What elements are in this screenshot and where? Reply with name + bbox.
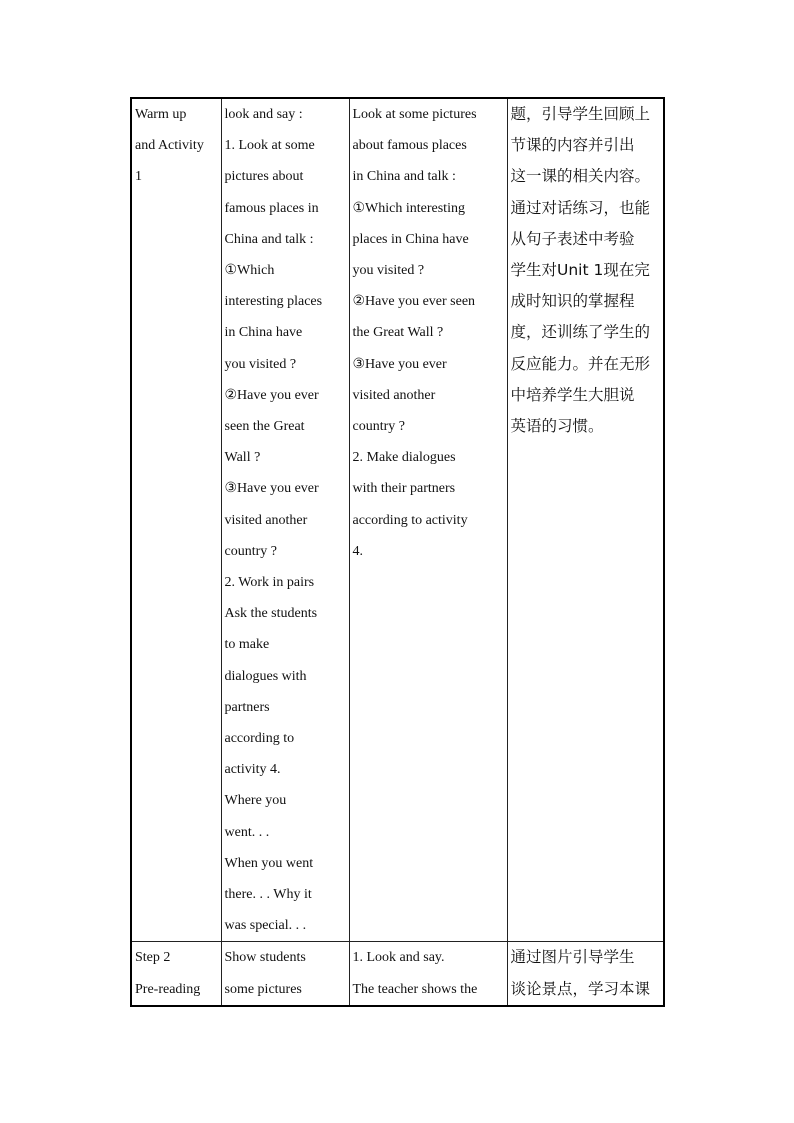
cell-text-line: there. . . Why it (224, 887, 312, 903)
cell-text-line: 题，引导学生回顾上 (510, 105, 651, 123)
cell-text-line: Look at some pictures (352, 107, 477, 122)
purpose-cell (507, 98, 664, 942)
cell-text-line: Pre-reading (135, 981, 201, 997)
student-activity-cell (349, 98, 507, 942)
cell-text-line: 中培养学生大胆说 (510, 385, 635, 404)
cell-text-line: dialogues with (224, 668, 307, 684)
cell-text-line: 节课的内容并引出 (510, 136, 635, 155)
step-cell (131, 98, 221, 942)
cell-text-line: places in China have (352, 231, 469, 247)
teacher-activity-cell (221, 98, 349, 942)
cell-text-line: according to activity (352, 512, 468, 528)
cell-text-line: was special. . . (224, 918, 307, 934)
cell-text-line: ②Have you ever seen (352, 294, 476, 310)
cell-text-line: the Great Wall ? (352, 325, 444, 341)
cell-text-line: 1 (135, 169, 142, 185)
cell-text-line: ③Have you ever (352, 356, 447, 372)
cell-text-line: went. . . (224, 824, 270, 840)
cell-text-line: about famous places (352, 138, 467, 154)
cell-text-line: you visited ? (224, 356, 297, 372)
cell-text-line: Step 2 (135, 950, 171, 966)
cell-text-line: look and say : (224, 107, 303, 122)
cell-text-line: 1. Look at some (224, 138, 315, 154)
cell-text-line: ③Have you ever (224, 481, 319, 497)
cell-text-line: 通过对话练习，也能 (510, 198, 651, 217)
table-row (131, 98, 664, 942)
cell-text-line: Wall ? (224, 450, 261, 466)
cell-text-line: country ? (352, 419, 405, 435)
cell-text-line: in China have (224, 325, 303, 341)
cell-text-line: 1. Look and say. (352, 950, 445, 966)
cell-text-line: ①Which interesting (352, 200, 465, 216)
student-activity-cell (349, 942, 507, 1006)
cell-text-line: some pictures (224, 981, 302, 997)
cell-text-line: 度，还训练了学生的 (510, 323, 651, 342)
step-cell (131, 942, 221, 1006)
cell-text-line: seen the Great (224, 419, 305, 435)
cell-text-line: Where you (224, 793, 287, 809)
lesson-plan-table (130, 97, 665, 1007)
cell-text-line: 2. Work in pairs (224, 575, 315, 591)
cell-text-line: interesting places (224, 294, 323, 310)
purpose-cell (507, 942, 664, 1006)
cell-text-line: 英语的习惯。 (510, 417, 604, 436)
cell-text-line: Warm up (135, 107, 187, 122)
cell-text-line: The teacher shows the (352, 981, 478, 997)
cell-text-line: 反应能力。并在无形 (510, 354, 651, 373)
cell-text-line: When you went (224, 855, 314, 871)
cell-text-line: in China and talk : (352, 169, 456, 185)
cell-text-line: Show students (224, 950, 306, 966)
cell-text-line: pictures about (224, 169, 304, 185)
cell-text-line: 2. Make dialogues (352, 450, 456, 466)
cell-text-line: ②Have you ever (224, 387, 319, 403)
cell-text-line: 谈论景点，学习本课 (510, 979, 651, 998)
table-row (131, 942, 664, 1006)
cell-text-line: country ? (224, 543, 277, 559)
cell-text-line: 这一课的相关内容。 (510, 167, 651, 186)
cell-text-line: 学生对Unit 1现在完 (510, 261, 650, 280)
cell-text-line: famous places in (224, 200, 319, 216)
cell-text-line: to make (224, 637, 270, 653)
cell-text-line: ①Which (224, 263, 275, 279)
cell-text-line: 通过图片引导学生 (510, 948, 635, 967)
cell-text-line: visited another (352, 387, 436, 403)
cell-text-line: 从句子表述中考验 (510, 229, 635, 248)
cell-text-line: with their partners (352, 481, 456, 497)
cell-text-line: Ask the students (224, 606, 318, 622)
cell-text-line: and Activity (135, 138, 204, 154)
cell-text-line: according to (224, 731, 295, 747)
cell-text-line: you visited ? (352, 263, 425, 279)
teacher-activity-cell (221, 942, 349, 1006)
cell-text-line: China and talk : (224, 231, 314, 247)
cell-text-line: activity 4. (224, 762, 281, 778)
cell-text-line: visited another (224, 512, 308, 528)
cell-text-line: partners (224, 699, 270, 715)
cell-text-line: 成时知识的掌握程 (510, 292, 635, 311)
cell-text-line: 4. (352, 543, 363, 559)
